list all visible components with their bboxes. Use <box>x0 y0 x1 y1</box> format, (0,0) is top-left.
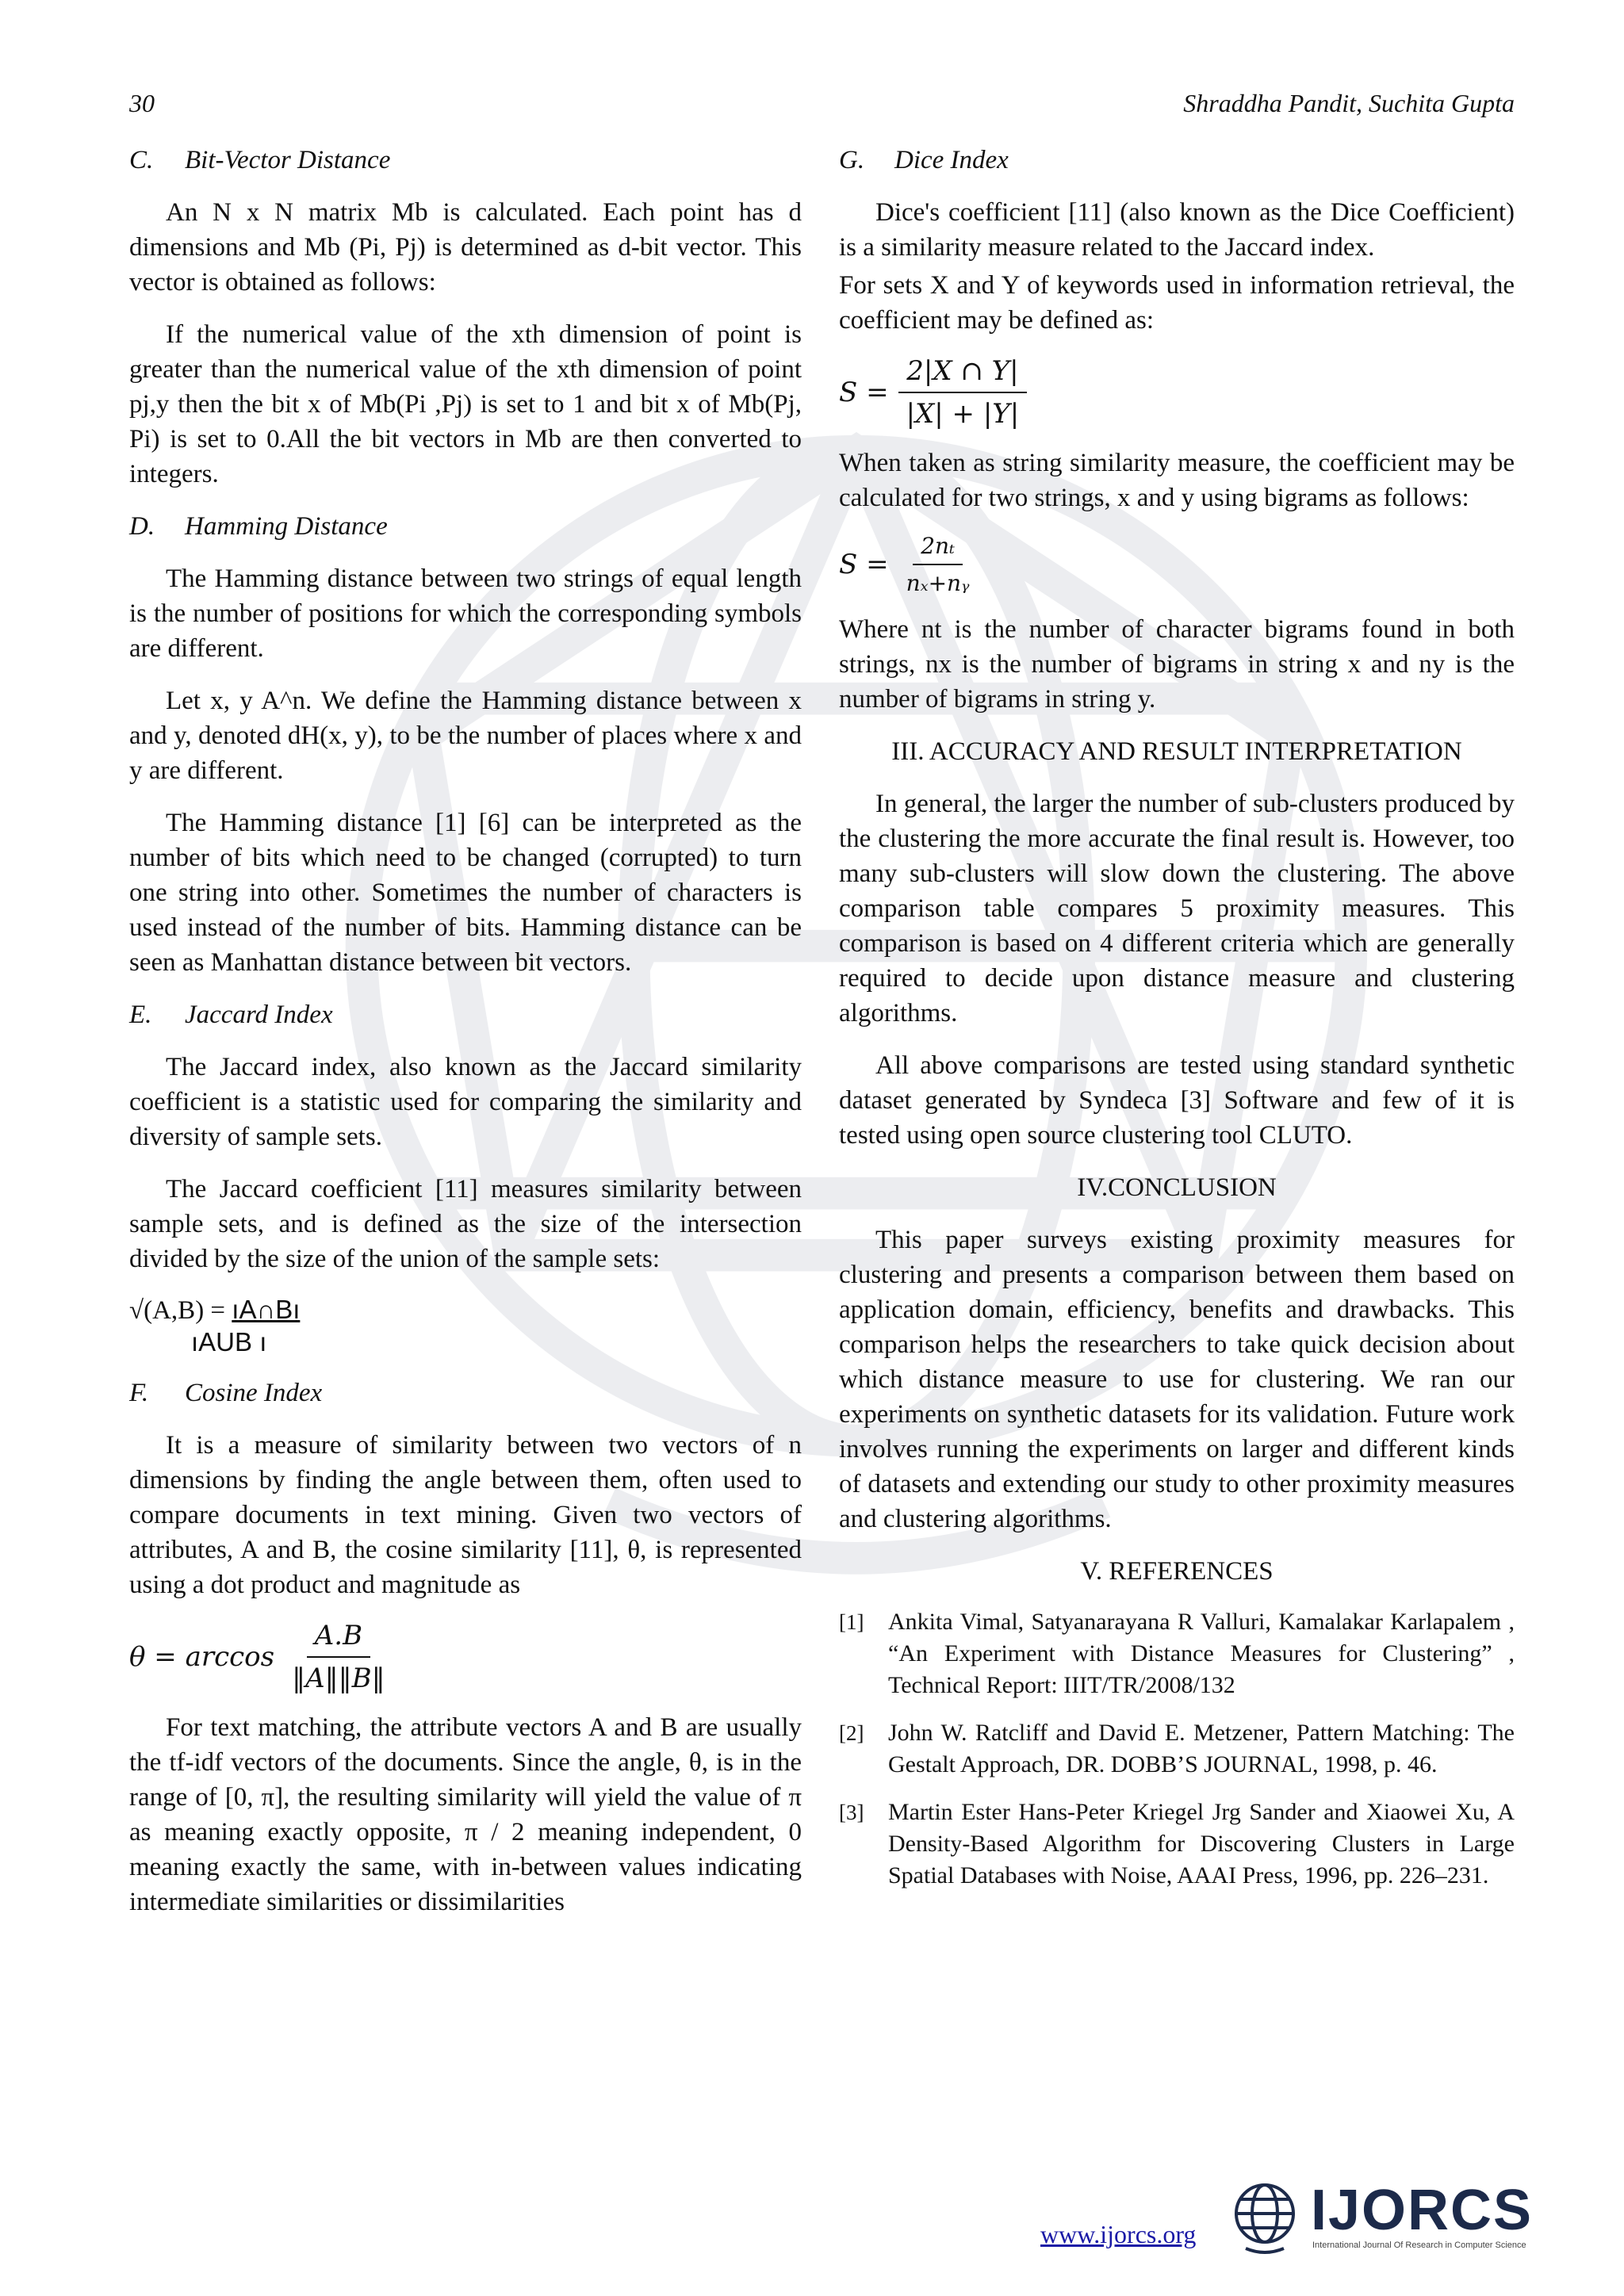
journal-website-link[interactable]: www.ijorcs.org <box>1040 2220 1197 2248</box>
paragraph: Where nt is the number of character bigrams found in both strings, nx is the number of bigrams in string x and ny is the number of bigrams in string y. <box>839 615 1515 714</box>
heading-cosine-index <box>129 1376 802 1410</box>
equation-lhs: √(A,B) = <box>129 1296 232 1325</box>
paragraph: An N x N matrix Mb is calculated. Each point has d dimensions and Mb (Pi, Pj) is determined as d-bit vector. This vector is obtained as follows: <box>129 198 802 297</box>
heading-text: Dice Index <box>894 146 1009 174</box>
equation-fraction <box>284 1620 393 1694</box>
page-number: 30 <box>129 89 155 117</box>
reference-item <box>839 1606 1515 1701</box>
ijorcs-logo <box>1225 2174 1534 2261</box>
reference-text: John W. Ratcliff and David E. Metzener, Pattern Matching: The Gestalt Approach, DR. DOBB’S JOURNAL, 1998, p. 46. <box>888 1720 1515 1777</box>
heading-dice-index <box>839 143 1515 178</box>
heading-jaccard-index <box>129 997 802 1032</box>
equation-numerator: A.B <box>307 1620 370 1658</box>
reference-number: [1] <box>839 1610 864 1634</box>
heading-text: Bit-Vector Distance <box>185 146 391 174</box>
paragraph: The Jaccard index, also known as the Jaccard similarity coefficient is a statistic used for comparing the similarity and diversity of sample sets. <box>129 1053 802 1151</box>
equation-lhs: S = <box>839 549 889 580</box>
paragraph: This paper surveys existing proximity measures for clustering and presents a comparison between them based on application domain, efficiency, benefits and drawbacks. This comparison helps the researchers to take quick decision about which distance measure to use for clustering. We ran our experiments on synthetic datasets for its validation. Future work involves running the experiments on larger and different kinds of datasets and extending our study to other proximity measures and clustering algorithms. <box>839 1226 1515 1533</box>
reference-number: [3] <box>839 1800 864 1824</box>
paragraph: For text matching, the attribute vectors A and B are usually the tf-idf vectors of the documents. Since the angle, θ, is in the range of [0, π], the resulting similarity will yield the value of π as meaning exactly opposite, π / 2 meaning independent, 0 meaning exactly the same, with in-between values indicating intermediate similarities or dissimilarities <box>129 1713 802 1916</box>
reference-text: Ankita Vimal, Satyanarayana R Valluri, Kamalakar Karlapalem , “An Experiment with Distance Measures for Clustering” , Technical Report: IIIT/TR/2008/132 <box>888 1609 1515 1698</box>
paragraph: It is a measure of similarity between two vectors of n dimensions by finding the angle between them, often used to compare documents in text mining. Given two vectors of attributes, A and B, the cosine similarity [11], θ, is represented using a dot product and magnitude as <box>129 1431 802 1599</box>
right-column <box>839 143 1515 1908</box>
dice-equation-bigrams <box>839 533 1515 596</box>
reference-item <box>839 1717 1515 1781</box>
paragraph: Let x, y A^n. We define the Hamming distance between x and y, denoted dH(x, y), to be the number of places where x and y are different. <box>129 687 802 785</box>
paragraph: Dice's coefficient [11] (also known as the Dice Coefficient) is a similarity measure related to the Jaccard index. <box>839 198 1515 262</box>
paragraph: For sets X and Y of keywords used in information retrieval, the coefficient may be defined as: <box>839 271 1515 335</box>
heading-number: D. <box>129 512 155 541</box>
paragraph: The Hamming distance [1] [6] can be interpreted as the number of bits which need to be changed (corrupted) to turn one string into other. Sometimes the number of characters is used instead of the number of bits. Hamming distance can be seen as Manhattan distance between bit vectors. <box>129 809 802 977</box>
heading-text: Cosine Index <box>185 1379 323 1407</box>
dice-equation-sets <box>839 355 1515 430</box>
reference-number: [2] <box>839 1721 864 1745</box>
reference-item <box>839 1797 1515 1892</box>
heading-number: C. <box>129 146 154 174</box>
heading-hamming-distance <box>129 509 802 544</box>
equation-denominator: nₓ+nᵧ <box>906 570 970 596</box>
logo-wordmark: IJORCS <box>1311 2179 1534 2242</box>
paragraph: The Jaccard coefficient [11] measures similarity between sample sets, and is defined as the size of the intersection divided by the size of the union of the sample sets: <box>129 1175 802 1273</box>
paragraph: When taken as string similarity measure, the coefficient may be calculated for two strings, x and y using bigrams as follows: <box>839 449 1515 512</box>
heading-bit-vector-distance <box>129 143 802 178</box>
equation-lhs: θ = arccos <box>129 1641 275 1673</box>
left-column <box>129 143 802 1937</box>
heading-number: G. <box>839 146 865 174</box>
cosine-equation <box>129 1620 802 1694</box>
equation-numerator: 2nₜ <box>913 533 963 565</box>
heading-number: E. <box>129 1001 152 1029</box>
logo-subtitle: International Journal Of Research in Computer Science <box>1312 2241 1526 2250</box>
heading-text: Jaccard Index <box>185 1001 333 1029</box>
paragraph: In general, the larger the number of sub-clusters produced by the clustering the more accurate the final result is. However, too many sub-clusters will slow down the clustering. The above comparison table compares 5 proximity measures. This comparison is based on 4 different criteria which are generally required to decide upon distance measure and clustering algorithms. <box>839 790 1515 1027</box>
running-header-authors: Shraddha Pandit, Suchita Gupta <box>1183 89 1515 117</box>
heading-number: F. <box>129 1379 149 1407</box>
equation-lhs: S = <box>839 377 889 408</box>
equation-fraction <box>898 533 978 596</box>
reference-text: Martin Ester Hans-Peter Kriegel Jrg Sander and Xiaowei Xu, A Density-Based Algorithm for Discovering Clusters in Large Spatial Databases with Noise, AAAI Press, 1996, pp. 226–231. <box>888 1799 1515 1888</box>
paragraph: All above comparisons are tested using standard synthetic dataset generated by Syndeca [3] Software and few of it is tested using open source clustering tool CLUTO. <box>839 1051 1515 1150</box>
globe-icon <box>1225 2177 1304 2256</box>
jaccard-equation <box>129 1294 802 1358</box>
equation-denominator: ‖A‖‖B‖ <box>292 1663 385 1694</box>
equation-numerator: ıA∩Bı <box>232 1295 301 1324</box>
equation-numerator: 2|X ∩ Y| <box>898 355 1026 393</box>
section-title-accuracy: III. ACCURACY AND RESULT INTERPRETATION <box>891 737 1462 766</box>
section-title-conclusion: IV.CONCLUSION <box>1077 1173 1277 1202</box>
paragraph: If the numerical value of the xth dimension of point is greater than the numerical value of the xth dimension of point pj,y then the bit x of Mb(Pi ,Pj) is set to 1 and bit x of Mb(Pj, Pi) is set to 0.All the bit vectors in Mb are then converted to integers. <box>129 320 802 488</box>
equation-fraction <box>898 355 1028 430</box>
paragraph: The Hamming distance between two strings of equal length is the number of positions for which the corresponding symbols are different. <box>129 564 802 663</box>
heading-text: Hamming Distance <box>185 512 388 541</box>
equation-denominator: ıAUB ı <box>191 1327 267 1357</box>
equation-denominator: |X| + |Y| <box>906 398 1020 430</box>
section-title-references: V. REFERENCES <box>1080 1557 1274 1586</box>
